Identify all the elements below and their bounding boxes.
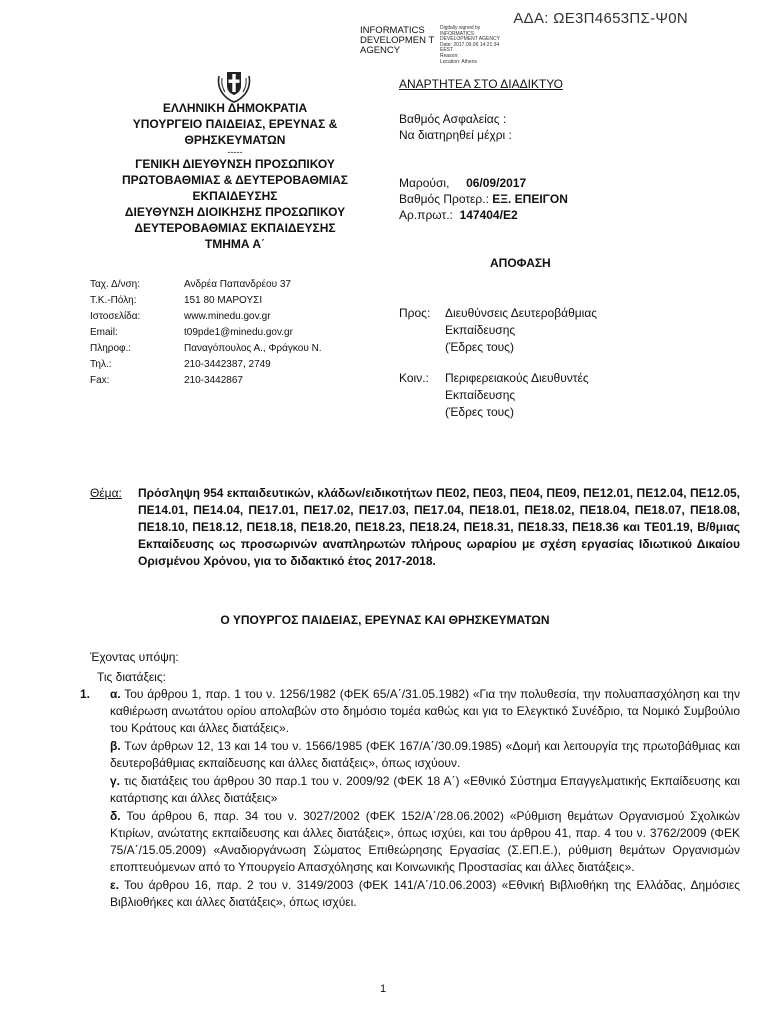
signature-meta-line: Digitally signed by [440,25,481,31]
cc-value [445,370,705,421]
subject-block [90,485,740,570]
contact-label: Email: [90,327,118,338]
contact-row [90,293,380,309]
contact-label: Fax: [90,375,110,386]
provision-number: 1. [80,687,91,701]
signature-meta-line: Reason: [440,52,459,59]
sender-line: ΔΙΕΥΘΥΝΣΗ ΔΙΟΙΚΗΣΗΣ ΠΡΟΣΩΠΙΚΟΥ [124,205,346,219]
security-level-label: Βαθμός Ασφαλείας : [399,112,507,126]
provision-item [110,686,740,737]
cc-line: (Έδρες τους) [445,405,514,419]
cc-label: Κοιν.: [399,371,429,385]
priority-value: ΕΞ. ΕΠΕΙΓΟΝ [492,192,568,206]
provisions-label: Τις διατάξεις: [97,670,166,684]
digital-signature [360,26,560,72]
to-line: Διευθύνσεις Δευτεροβάθμιας [445,306,598,320]
provision-text: Των άρθρων 12, 13 και 14 του ν. 1566/1985 (ΦΕΚ 167/Α΄/30.09.1985) «Δομή και λειτουργία της πρωτοβάθμιας και δευτεροβάθμιας εκπαίδευσης και άλλες διατάξεις», όπως ισχύουν. [110,739,741,770]
provision-letter: β. [110,739,121,753]
subject-text: Πρόσληψη 954 εκπαιδευτικών, κλάδων/ειδικοτήτων ΠΕ02, ΠΕ03, ΠΕ04, ΠΕ09, ΠΕ12.01, ΠΕ12.04, ΠΕ12.05, ΠΕ14.01, ΠΕ14.04, ΠΕ17.01, ΠΕ17.02, ΠΕ17.03, ΠΕ17.04, ΠΕ18.01, ΠΕ18.02, ΠΕ18.04, ΠΕ18.07, ΠΕ18.08, ΠΕ18.10, ΠΕ18.12, ΠΕ18.18, ΠΕ18.20, ΠΕ18.23, ΠΕ18.24, ΠΕ18.31, ΠΕ18.33, ΠΕ18.36 και ΤΕ01.19, Β/θμιας Εκπαίδευσης ως προσωρινών αναπληρωτών πλήρους ωραρίου με σχέση εργασίας Ιδιωτικού Δικαίου Ορισμένου Χρόνου, για το διδακτικό έτος 2017-2018. [138,486,740,568]
signature-meta-line: Date: 2017.09.06 14:21:34 [440,41,500,48]
contact-value: Παναγόπουλος Α., Φράγκου Ν. [184,343,322,354]
contact-label: Τ.Κ.-Πόλη: [90,295,137,306]
provision-letter: ε. [110,878,120,892]
contact-value: Ανδρέα Παπανδρέου 37 [184,279,291,290]
considering-label: Έχοντας υπόψη: [90,650,179,664]
date: 06/09/2017 [466,176,527,190]
contact-email[interactable]: t09pde1@minedu.gov.gr [184,327,293,338]
contact-label: Ταχ. Δ/νση: [90,279,141,290]
provision-text: Του άρθρου 16, παρ. 2 του ν. 3149/2003 (ΦΕΚ 141/Α΄/10.06.2003) «Εθνική Βιβλιοθήκη της Ελλάδας, Δημόσιες Βιβλιοθήκες και άλλες διατάξεις», όπως ισχύει. [110,878,740,909]
to-line: Εκπαίδευσης [445,323,516,337]
date-block [399,175,739,223]
contact-website[interactable]: www.minedu.gov.gr [184,311,271,322]
retention-label: Να διατηρηθεί μέχρι : [399,128,512,142]
sender-line: ΘΡΗΣΚΕΥΜΑΤΩΝ [184,133,286,147]
sender-separator: ----- [227,147,243,157]
contact-label: Πληροφ.: [90,343,132,354]
provision-letter: δ. [110,809,121,823]
to-line: (Έδρες τους) [445,340,514,354]
sender-line: ΕΛΛΗΝΙΚΗ ΔΗΜΟΚΡΑΤΙΑ [162,101,308,115]
priority-label: Βαθμός Προτερ.: [399,192,489,206]
priority-line [399,191,739,207]
page-number: 1 [380,983,387,995]
provision-item [110,877,740,911]
provision-letter: α. [110,687,121,701]
contact-row [90,373,380,389]
cc-line: Εκπαίδευσης [445,388,516,402]
publish-notice: ΑΝΑΡΤΗΤΕΑ ΣΤΟ ΔΙΑΔΙΚΤΥΟ [399,77,563,91]
sender-line: ΔΕΥΤΕΡΟΒΑΘΜΙΑΣ ΕΚΠΑΙΔΕΥΣΗΣ [134,221,336,235]
sender-line: ΓΕΝΙΚΗ ΔΙΕΥΘΥΝΣΗ ΠΡΟΣΩΠΙΚΟΥ [135,157,335,171]
security-block [399,111,739,143]
contact-value: 210-3442867 [184,375,243,386]
to-value [445,305,705,356]
protocol-line [399,207,739,223]
provision-letter: γ. [110,774,121,788]
provision-text: τις διατάξεις του άρθρου 30 παρ.1 του ν. 2009/92 (ΦΕΚ 18 Α΄) «Εθνικό Σύστημα Επαγγελματικής Εκπαίδευσης και κατάρτισης και άλλες διατάξεις» [110,774,740,805]
contact-row [90,277,380,293]
signature-meta-line: EEST [440,47,454,54]
sender-line: ΥΠΟΥΡΓΕΙΟ ΠΑΙΔΕΙΑΣ, ΕΡΕΥΝΑΣ & [132,117,338,131]
contact-value: 151 80 ΜΑΡΟΥΣΙ [184,295,263,306]
minister-title: Ο ΥΠΟΥΡΓΟΣ ΠΑΙΔΕΙΑΣ, ΕΡΕΥΝΑΣ ΚΑΙ ΘΡΗΣΚΕΥΜΑΤΩΝ [220,613,550,627]
provision-item [110,773,740,807]
sender-header [90,100,380,252]
contact-label: Ιστοσελίδα: [90,311,141,322]
date-line [399,175,739,191]
contact-row [90,325,380,341]
contact-row [90,341,380,357]
signature-meta-line: DEVELOPMENT AGENCY [440,36,500,43]
cc-line: Περιφερειακούς Διευθυντές [445,371,589,385]
provisions-list [80,686,741,912]
provision-text: Του άρθρου 6, παρ. 34 του ν. 3027/2002 (ΦΕΚ 152/Α΄/28.06.2002) «Ρύθμιση θεμάτων Οργανισμού Σχολικών Κτιρίων, ανώτατης εκπαίδευσης και άλλες διατάξεις», όπως ισχύει, και του άρθρου 41, παρ. 4 του ν. 3762/2009 (ΦΕΚ 75/Α΄/15.05.2009) «Αναδιοργάνωση Σώματος Επιθεώρησης Εργασίας (Σ.ΕΠ.Ε.), ρύθμιση θεμάτων Οργανισμών εποπτευόμενων από το Υπουργείο Απασχόλησης και Κοινωνικής Προστασίας και άλλες διατάξεις». [110,809,740,874]
sender-line: ΕΚΠΑΙΔΕΥΣΗΣ [192,189,278,203]
decision-title: ΑΠΟΦΑΣΗ [490,256,551,270]
protocol-label: Αρ.πρωτ.: [399,208,453,222]
contact-info [90,277,380,389]
contact-row [90,357,380,373]
protocol-value: 147404/Ε2 [459,208,518,222]
provision-text: Του άρθρου 1, παρ. 1 του ν. 1256/1982 (ΦΕΚ 65/Α΄/31.05.1982) «Για την πολυθεσία, την πολυαπασχόληση και την καθιέρωση ανωτάτου ορίου απολαβών στο δημόσιο τομέα καθώς και για το Ελεγκτικό Συνέδριο, τα Νομικό Συμβούλιο του Κράτους και άλλες διατάξεις». [110,687,740,735]
provision-item [110,808,740,876]
sender-line: ΤΜΗΜΑ Α΄ [204,237,266,251]
to-label: Προς: [399,306,431,320]
signature-meta-line: Location: Athens [440,58,477,65]
place: Μαρούσι, [399,176,450,190]
signature-org: INFORMATICS DEVELOPMEN T AGENCY [360,25,435,56]
signature-meta [440,26,560,65]
provision-item [110,738,740,772]
signature-meta-line: INFORMATICS [440,30,475,37]
subject-label: Θέμα: [90,486,122,500]
contact-label: Τηλ.: [90,359,112,370]
ada-code: ΑΔΑ: ΩΕ3Π4653ΠΣ-Ψ0Ν [513,10,688,27]
contact-row [90,309,380,325]
contact-value: 210-3442387, 2749 [184,359,271,370]
sender-line: ΠΡΩΤΟΒΑΘΜΙΑΣ & ΔΕΥΤΕΡΟΒΑΘΜΙΑΣ [121,173,348,187]
